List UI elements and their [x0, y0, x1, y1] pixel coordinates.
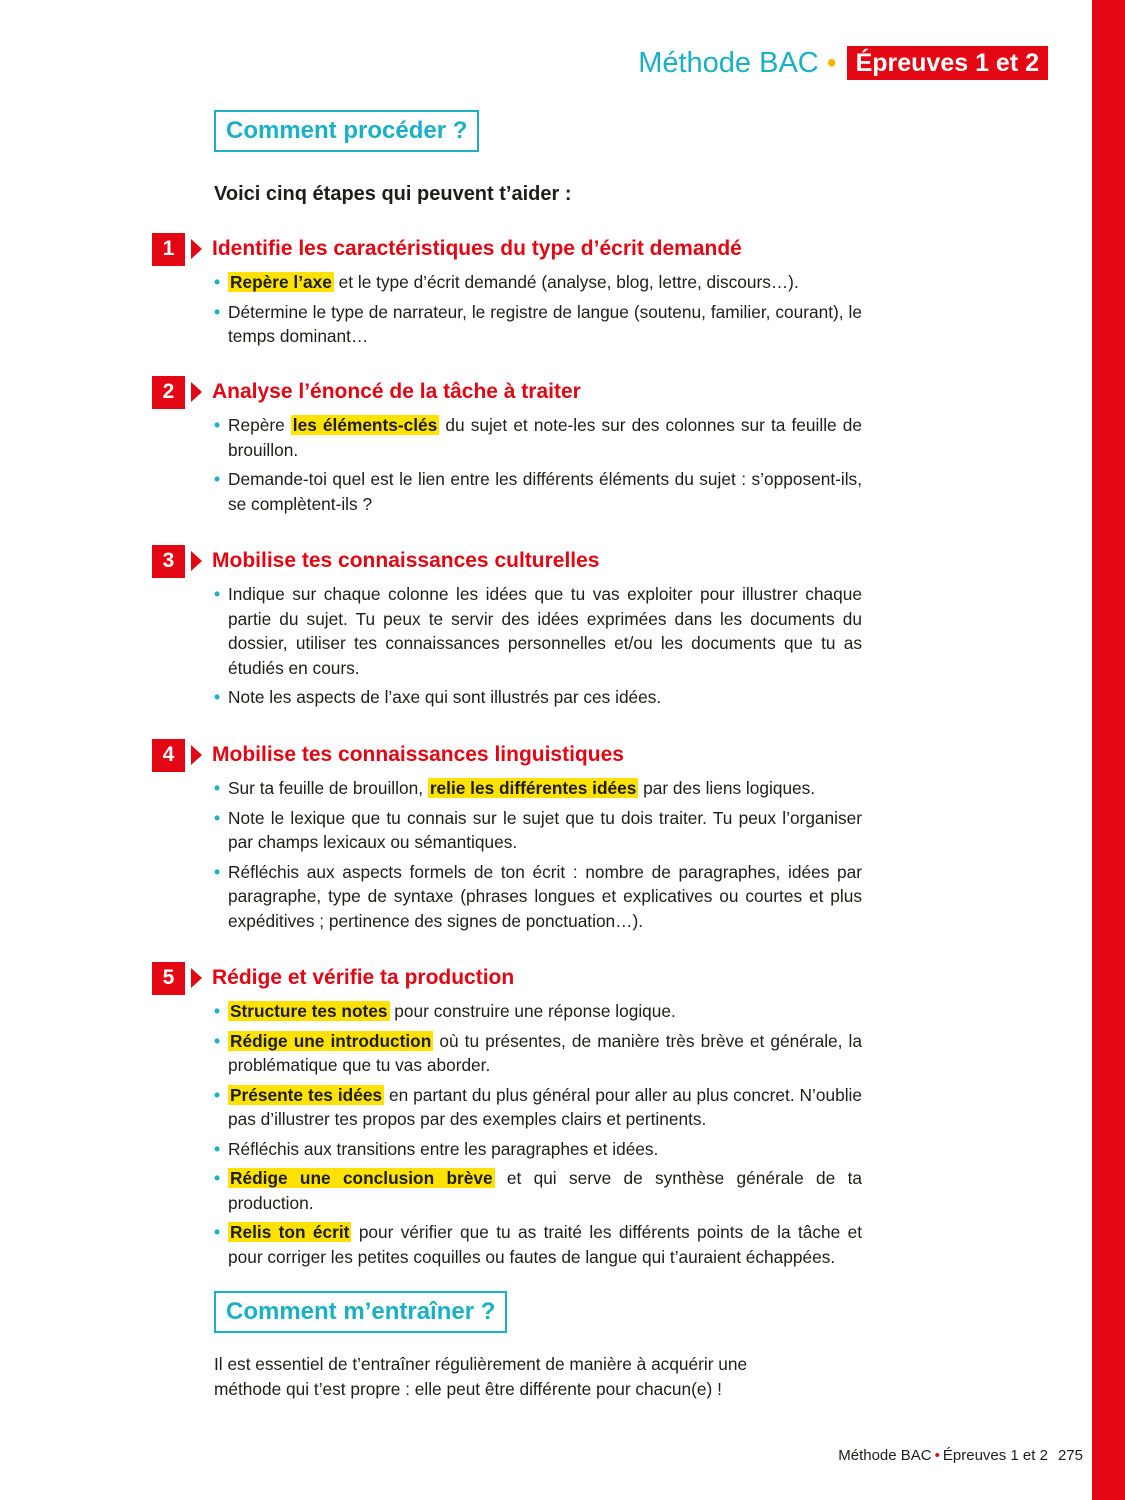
header-method: Méthode BAC	[638, 46, 819, 79]
list-item: • Demande-toi quel est le lien entre les différents éléments du sujet : s’opposent-ils, se complètent-ils ?	[214, 469, 862, 514]
list-item: • Note le lexique que tu connais sur le sujet que tu dois traiter. Tu peux l’organiser par champs lexicaux ou sémantiques.	[214, 807, 862, 852]
list-item: • Structure tes notes pour construire une réponse logique.	[214, 1001, 676, 1021]
footer-method: Méthode BAC	[838, 1447, 932, 1464]
step-1	[152, 232, 862, 354]
list-item: • Réfléchis aux transitions entre les paragraphes et idées.	[214, 1138, 659, 1159]
list-item: • Rédige une conclusion brève et qui serve de synthèse générale de ta production.	[214, 1168, 862, 1213]
step-title: Mobilise tes connaissances culturelles	[212, 549, 600, 572]
list-item: • Rédige une introduction où tu présentes, de manière très brève et générale, la problématique que tu vas aborder.	[214, 1030, 862, 1075]
list-item: • Relis ton écrit pour vérifier que tu as traité les différents points de la tâche et pour corriger les petites coquilles ou fautes de langue qui t’auraient échappées.	[214, 1222, 863, 1267]
list-item: • Détermine le type de narrateur, le registre de langue (soutenu, familier, courant), le temps dominant…	[214, 301, 862, 346]
page-header	[638, 46, 1048, 80]
list-item: • Repère l’axe et le type d’écrit demandé (analyse, blog, lettre, discours…).	[214, 272, 799, 292]
step-number: 1	[152, 233, 185, 266]
list-item: • Repère les éléments-clés du sujet et note-les sur des colonnes sur ta feuille de brouillon.	[214, 415, 862, 460]
footer-tag: Épreuves 1 et 2	[942, 1447, 1048, 1464]
step-title: Analyse l’énoncé de la tâche à traiter	[212, 380, 581, 403]
list-item: • Présente tes idées en partant du plus général pour aller au plus concret. N’oublie pas d’illustrer tes propos par des exemples clairs et pertinents.	[214, 1084, 862, 1129]
intro-text: Voici cinq étapes qui peuvent t’aider :	[214, 183, 572, 205]
arrow-icon	[191, 745, 202, 765]
list-item: • Indique sur chaque colonne les idées que tu vas exploiter pour illustrer chaque partie du sujet. Tu peux te servir des idées exprimées dans les documents du dossier, utiliser tes connaissances personnelles et/ou les documents que tu as étudiés en cours.	[214, 584, 862, 678]
list-item: • Note les aspects de l’axe qui sont illustrés par ces idées.	[214, 687, 662, 707]
section2-paragraph: Il est essentiel de t’entraîner régulièrement de manière à acquérir une méthode qui t’est propre : elle peut être différente pour chacun(e) !	[214, 1354, 748, 1399]
step-number: 5	[152, 962, 185, 995]
section-title-entrainer: Comment m’entraîner ?	[214, 1291, 507, 1333]
step-title: Mobilise tes connaissances linguistiques	[212, 743, 624, 766]
arrow-icon	[191, 382, 202, 402]
page-footer	[838, 1447, 1083, 1464]
step-2	[152, 375, 862, 521]
header-dot: •	[826, 47, 837, 78]
step-title: Rédige et vérifie ta production	[212, 966, 515, 989]
step-title: Identifie les caractéristiques du type d’écrit demandé	[212, 237, 742, 260]
page-number: 275	[1057, 1447, 1083, 1464]
arrow-icon	[191, 968, 202, 988]
footer-dot: •	[934, 1447, 940, 1464]
step-number: 2	[152, 376, 185, 409]
arrow-icon	[191, 551, 202, 571]
step-number: 4	[152, 739, 185, 772]
section-title-proceder: Comment procéder ?	[214, 110, 479, 152]
header-tag: Épreuves 1 et 2	[847, 46, 1048, 80]
step-5	[152, 961, 862, 1274]
step-number: 3	[152, 545, 185, 578]
list-item: • Réfléchis aux aspects formels de ton écrit : nombre de paragraphes, idées par paragraphe, type de syntaxe (phrases longues et explicatives ou courtes et plus expéditives ; pertinence des signes de ponctuation…).	[214, 861, 862, 931]
arrow-icon	[191, 239, 202, 259]
step-3	[152, 544, 862, 715]
step-4	[152, 738, 862, 938]
side-color-bar	[1092, 0, 1125, 1500]
list-item: • Sur ta feuille de brouillon, relie les différentes idées par des liens logiques.	[214, 778, 816, 798]
